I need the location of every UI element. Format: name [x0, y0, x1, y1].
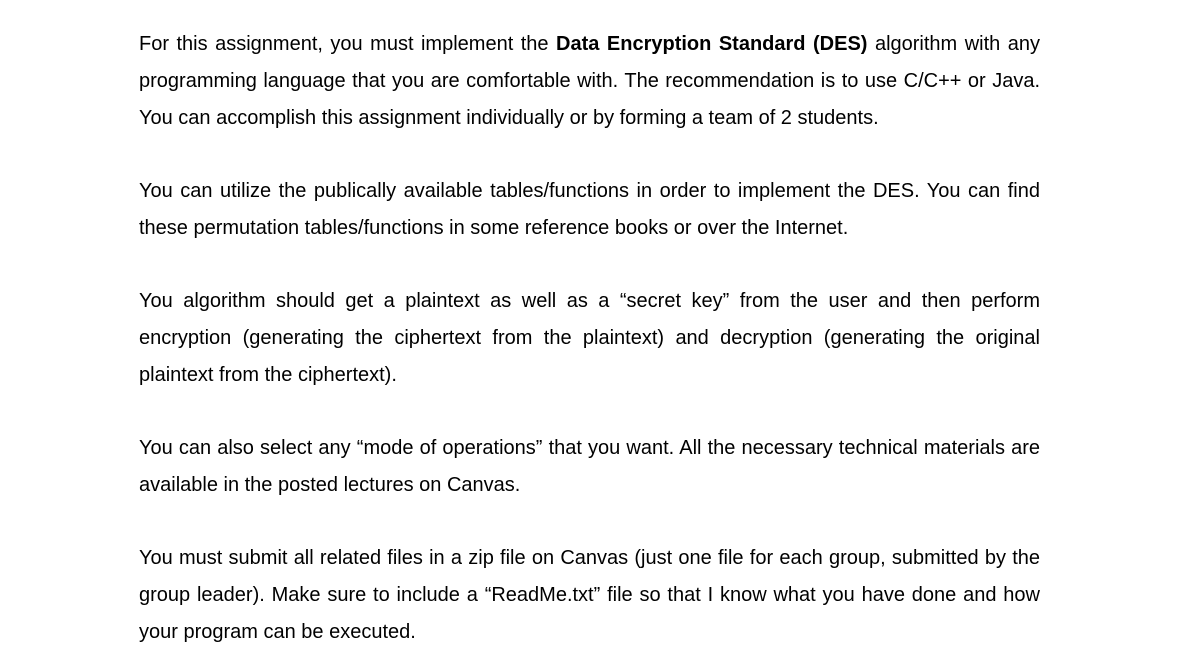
submission-paragraph: You must submit all related files in a zip file on Canvas (just one file for each group, submitted by the group leader). Make sure to include a “ReadMe.txt” file so that I know what you have done and how your program can be executed. — [139, 547, 1040, 643]
algorithm-paragraph: You algorithm should get a plaintext as well as a “secret key” from the user and then perform encryption (generating the ciphertext from the plaintext) and decryption (generating the original plaintext from the ciphertext). — [139, 290, 1040, 386]
intro-text-start: For this assignment, you must implement the — [139, 33, 557, 55]
intro-text-end: algorithm with any programming language that you are comfortable with. The recommendation is to use C/C++ or Java. You can accomplish this assignment individually or by forming a team of 2 students. — [139, 33, 1040, 129]
intro-paragraph — [139, 26, 1040, 137]
des-bold-term: Data Encryption Standard (DES) — [556, 33, 868, 55]
tables-paragraph: You can utilize the publically available tables/functions in order to implement the DES. You can find these permutation tables/functions in some reference books or over the Internet. — [139, 180, 1040, 239]
mode-paragraph: You can also select any “mode of operations” that you want. All the necessary technical materials are available in the posted lectures on Canvas. — [139, 437, 1040, 496]
